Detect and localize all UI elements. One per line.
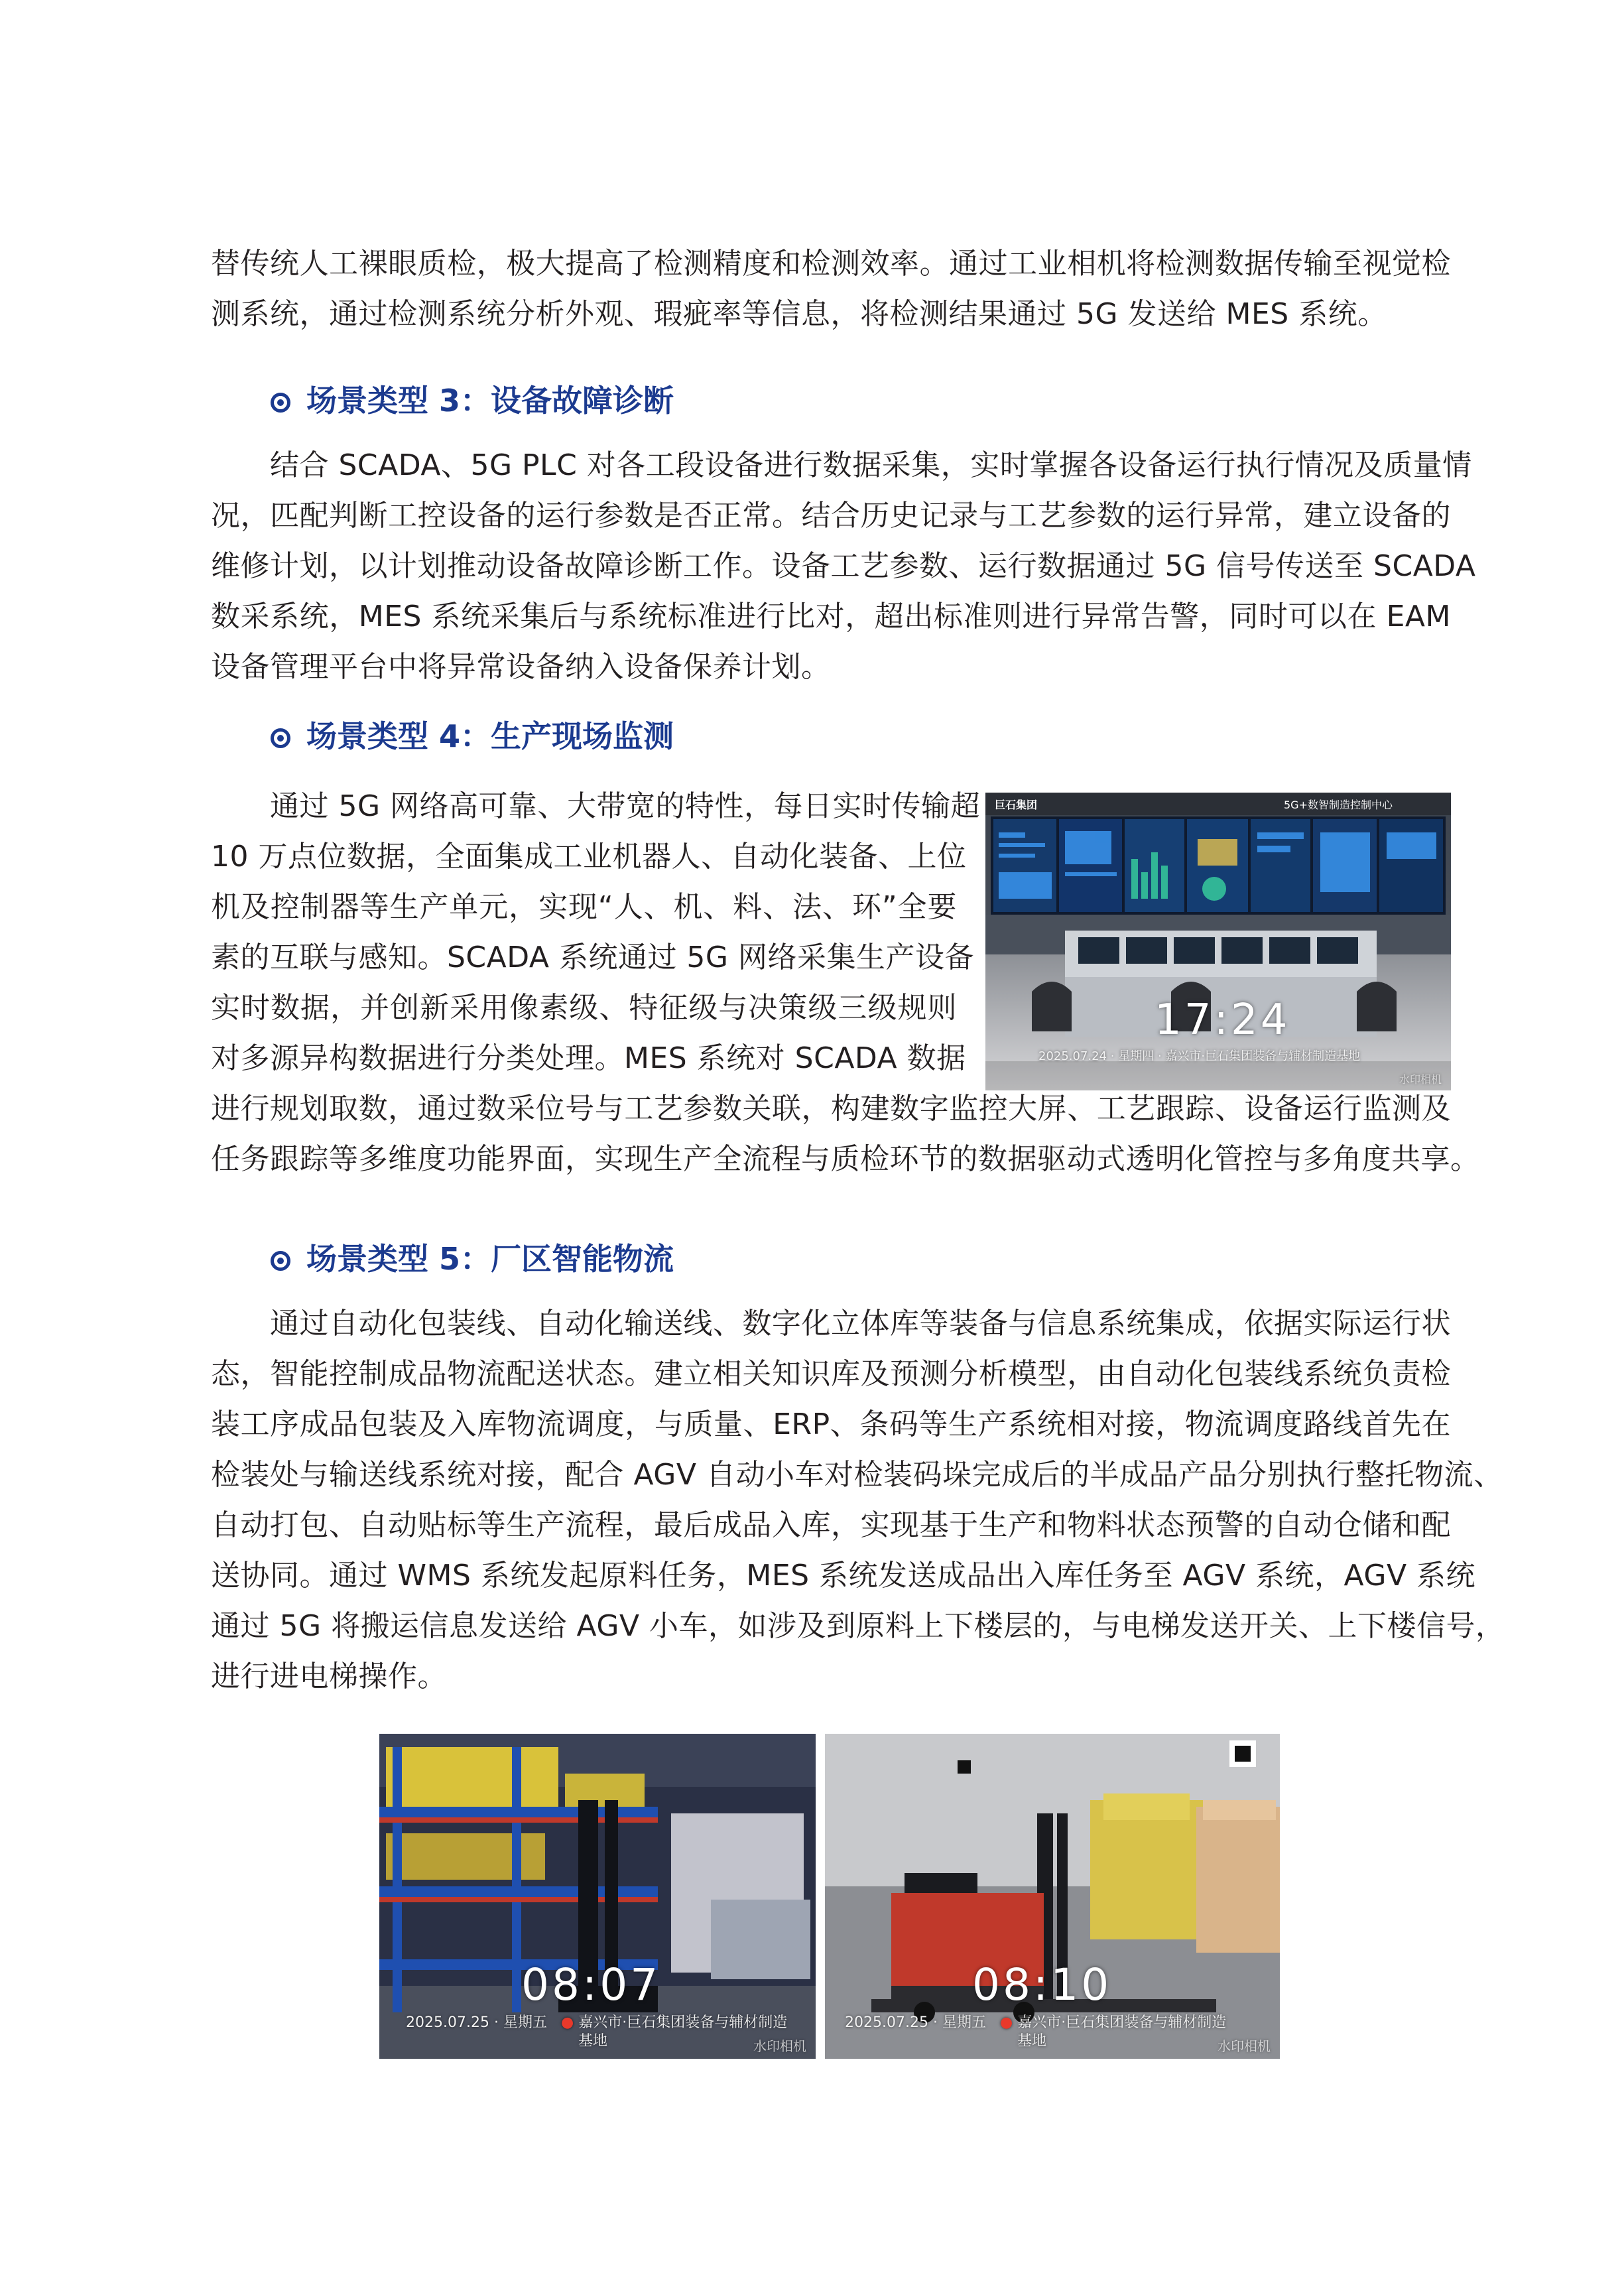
text-line: 任务跟踪等多维度功能界面，实现生产全流程与质检环节的数据驱动式透明化管控与多角度共享。 bbox=[211, 1142, 1480, 1176]
text-line: 机及控制器等生产单元，实现“人、机、料、法、环”全要 bbox=[211, 890, 957, 924]
photo-timestamp: 08:10 bbox=[972, 1959, 1112, 2010]
text-line: 对多源异构数据进行分类处理。MES 系统对 SCADA 数据 bbox=[211, 1041, 966, 1075]
text-line: 维修计划，以计划推动设备故障诊断工作。设备工艺参数、运行数据通过 5G 信号传送至 SCADA bbox=[211, 549, 1476, 583]
photo-location-line-2: 基地 bbox=[1017, 2033, 1047, 2050]
scene-3-paragraph bbox=[211, 440, 1476, 692]
control-center-photo bbox=[985, 793, 1451, 1090]
text-line: 替传统人工裸眼质检，极大提高了检测精度和检测效率。通过工业相机将检测数据传输至视觉检 bbox=[211, 247, 1451, 281]
text-line: 测系统，通过检测系统分析外观、瑕疵率等信息，将检测结果通过 5G 发送给 MES 系统。 bbox=[211, 297, 1387, 331]
photo-timestamp: 08:07 bbox=[521, 1959, 661, 2010]
photo-watermark-app: 水印相机 bbox=[1399, 1073, 1442, 1086]
section-heading-scene-5: 场景类型 5：厂区智能物流 bbox=[271, 1239, 674, 1279]
section-heading-scene-4: 场景类型 4：生产现场监测 bbox=[271, 716, 674, 756]
text-line: 态，智能控制成品物流配送状态。建立相关知识库及预测分析模型，由自动化包装线系统负责检 bbox=[211, 1357, 1451, 1391]
text-line: 结合 SCADA、5G PLC 对各工段设备进行数据采集，实时掌握各设备运行执行情况及质量情 bbox=[270, 448, 1472, 482]
text-line: 10 万点位数据，全面集成工业机器人、自动化装备、上位 bbox=[211, 840, 967, 874]
photo-timestamp: 17:24 bbox=[1155, 996, 1290, 1045]
text-line: 数采系统，MES 系统采集后与系统标准进行比对，超出标准则进行异常告警，同时可以在 EAM bbox=[211, 600, 1451, 633]
warehouse-rack-photo bbox=[379, 1734, 816, 2059]
agv-forklift-photo bbox=[825, 1734, 1280, 2059]
photo-location-info: 2025.07.24 · 星期四 · 嘉兴市·巨石集团装备与辅材制造基地 bbox=[1038, 1049, 1361, 1063]
photo-date: 2025.07.25 · 星期五 bbox=[845, 2014, 986, 2031]
text-line: 装工序成品包装及入库物流调度，与质量、ERP、条码等生产系统相对接，物流调度路线首先在 bbox=[211, 1407, 1451, 1441]
text-line: 通过 5G 将搬运信息发送给 AGV 小车，如涉及到原料上下楼层的，与电梯发送开关、上下楼信号， bbox=[211, 1609, 1505, 1643]
location-pin-icon: ● bbox=[561, 2014, 574, 2031]
text-line: 检装处与输送线系统对接，配合 AGV 自动小车对检装码垛完成后的半成品产品分别执行整托物流、 bbox=[211, 1458, 1503, 1492]
photo-logo-text: 巨石集团 bbox=[995, 799, 1038, 811]
scene-4-side-paragraph bbox=[211, 781, 981, 1084]
text-line: 通过自动化包装线、自动化输送线、数字化立体库等装备与信息系统集成，依据实际运行状 bbox=[270, 1307, 1451, 1340]
text-line: 自动打包、自动贴标等生产流程，最后成品入库，实现基于生产和物料状态预警的自动仓储和配 bbox=[211, 1508, 1451, 1542]
text-line: 进行规划取数，通过数采位号与工艺参数关联，构建数字监控大屏、工艺跟踪、设备运行监测及 bbox=[211, 1092, 1451, 1126]
target-bullet-icon bbox=[271, 728, 290, 748]
target-bullet-icon bbox=[271, 1251, 290, 1271]
location-pin-icon: ● bbox=[1000, 2014, 1013, 2031]
target-bullet-icon bbox=[271, 393, 290, 413]
intro-paragraph bbox=[211, 239, 1451, 340]
text-line: 通过 5G 网络高可靠、大带宽的特性，每日实时传输超 bbox=[270, 789, 981, 823]
photo-date: 2025.07.25 · 星期五 bbox=[406, 2014, 547, 2031]
photo-location: ● 嘉兴市·巨石集团装备与辅材制造 bbox=[1000, 2014, 1227, 2031]
photo-location-line-2: 基地 bbox=[578, 2033, 608, 2050]
scene-5-paragraph bbox=[211, 1299, 1505, 1702]
text-line: 素的互联与感知。SCADA 系统通过 5G 网络采集生产设备 bbox=[211, 941, 975, 974]
photo-watermark-app: 水印相机 bbox=[753, 2038, 806, 2054]
text-line: 送协同。通过 WMS 系统发起原料任务，MES 系统发送成品出入库任务至 AGV 系统，AGV 系统 bbox=[211, 1559, 1476, 1593]
control-center-illustration bbox=[985, 793, 1451, 1090]
section-heading-scene-3: 场景类型 3：设备故障诊断 bbox=[271, 381, 674, 421]
scene-4-full-paragraph bbox=[211, 1084, 1480, 1185]
text-line: 实时数据，并创新采用像素级、特征级与决策级三级规则 bbox=[211, 991, 957, 1025]
photo-screen-title: 5G+数智制造控制中心 bbox=[1284, 799, 1393, 811]
text-line: 设备管理平台中将异常设备纳入设备保养计划。 bbox=[211, 650, 831, 684]
photo-location: ● 嘉兴市·巨石集团装备与辅材制造 bbox=[561, 2014, 788, 2031]
text-line: 况，匹配判断工控设备的运行参数是否正常。结合历史记录与工艺参数的运行异常，建立设备的 bbox=[211, 499, 1451, 533]
photo-watermark-app: 水印相机 bbox=[1218, 2038, 1271, 2054]
text-line: 进行进电梯操作。 bbox=[211, 1660, 447, 1693]
